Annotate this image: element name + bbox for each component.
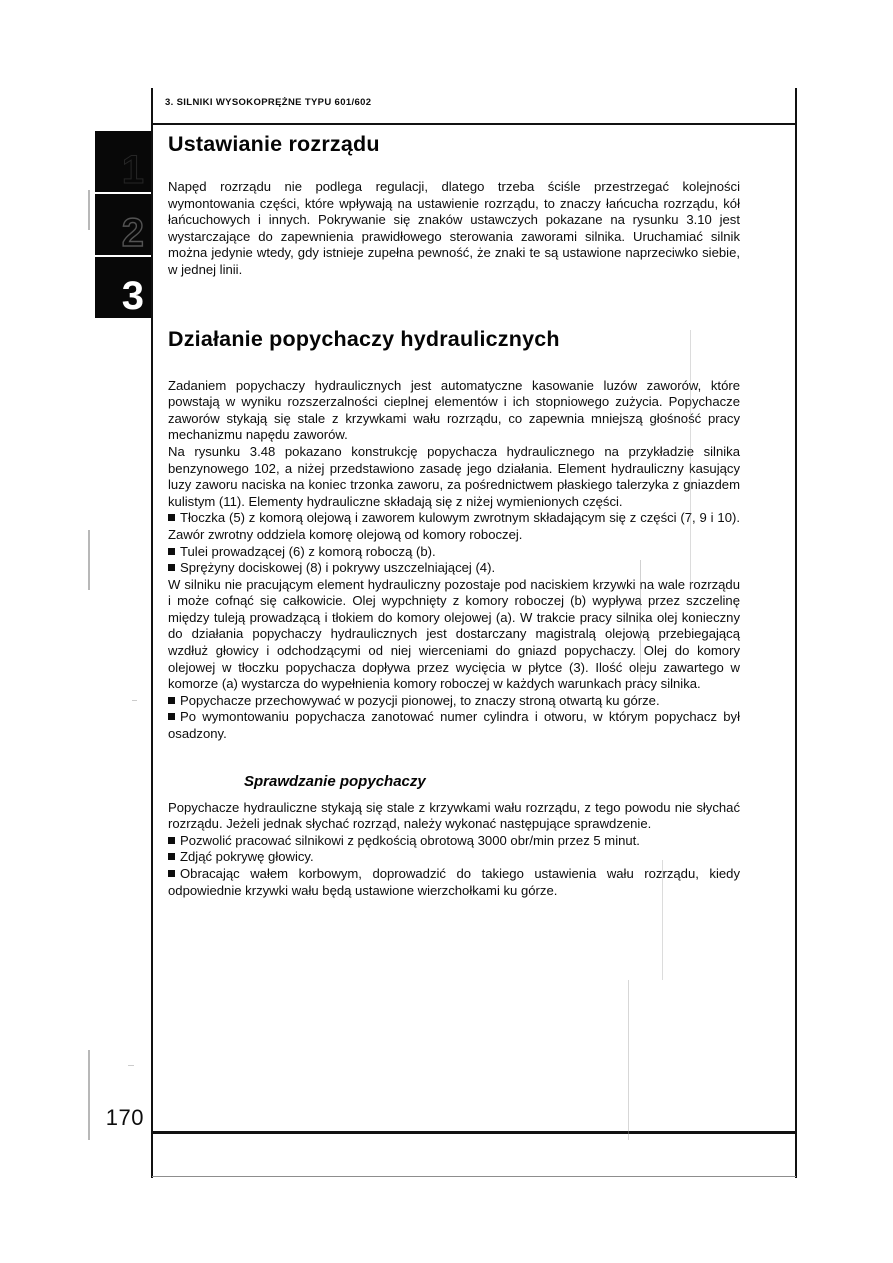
square-bullet-icon [168,697,175,704]
list-item-text: Popychacze przechowywać w pozycji pionowej, to znaczy stroną otwartą ku górze. [180,692,660,708]
chapter-tab-2-label: 2 [121,211,144,255]
chapter-tab-3-label: 3 [121,274,144,318]
scan-artifact [88,190,90,230]
page-number: 170 [105,1105,144,1130]
list-item-text: Sprężyny dociskowej (8) i pokrywy uszczelniającej (4). [180,560,496,576]
list-item [168,510,740,543]
square-bullet-icon [168,564,175,571]
chapter-tab-2[interactable] [95,194,151,255]
square-bullet-icon [168,514,175,521]
scan-artifact [640,560,641,680]
list-item [168,833,740,850]
paragraph: Zadaniem popychaczy hydraulicznych jest automatyczne kasowanie luzów zaworów, które powstają w wyniku rozszerzalności cieplnej elementów i ich stopniowego zużycia. Popychacze zaworów stykają się stale z krzywkami wału rozrządu, co zapewnia mniejszą głośność pracy mechanizmu napędu zaworów. [168,377,740,443]
section-heading: Działanie popychaczy hydraulicznych [168,326,560,351]
bottom-rule [152,1176,796,1177]
list-item [168,866,740,899]
text-column [168,132,740,899]
scan-artifact [628,980,629,1140]
list-item-text: Po wymontowaniu popychacza zanotować numer cylindra i otworu, w którym popychacz był osadzony. [168,709,740,742]
square-bullet-icon [168,548,175,555]
scan-artifact [88,1050,90,1140]
paragraph: Popychacze hydrauliczne stykają się stale z krzywkami wału rozrządu, z tego powodu nie słychać rozrządu. Jeżeli jednak słychać rozrząd, należy wykonać następujące sprawdzenie. [168,799,740,832]
page-title: Ustawianie rozrządu [168,132,380,156]
chapter-tab-1[interactable] [95,131,151,192]
scan-artifact [128,1065,134,1066]
list-item-text: Zdjąć pokrywę głowicy. [180,849,314,865]
scan-artifact [662,860,663,980]
paragraph: Napęd rozrządu nie podlega regulacji, dlatego trzeba ściśle przestrzegać kolejności wymontowania części, które wpływają na ustawienie rozrządu, to znaczy łańcucha rozrządu, kół łańcuchowych i innych. Pokrywanie się znaków ustawczych pokazane na rysunku 3.10 jest wystarczające do zapewnienia prawidłowego sterowania zaworami silnika. Uruchamiać silnik można jedynie wtedy, gdy istnieje zupełna pewność, że znaki te są ustawione naprzeciwko siebie, w jednej linii. [168,179,740,277]
list-item-text: Pozwolić pracować silnikowi z pędkością obrotową 3000 obr/min przez 5 minut. [180,832,640,848]
page-frame-right-rule [795,88,797,1178]
page-frame-left-rule [151,88,153,1178]
header-rule [152,123,796,125]
square-bullet-icon [168,853,175,860]
list-item-text: Tłoczka (5) z komorą olejową i zaworem kulowym zwrotnym składającym się z części (7, 9 i 10). Zawór zwrotny oddziela komorę olejową od komory roboczej. [168,510,740,542]
running-head: 3. SILNIKI WYSOKOPRĘŻNE TYPU 601/602 [165,97,372,108]
square-bullet-icon [168,870,175,877]
chapter-thumb-index [95,131,151,318]
scan-artifact [88,530,90,590]
subsection-heading: Sprawdzanie popychaczy [244,772,426,790]
footer-rule [152,1131,796,1134]
square-bullet-icon [168,837,175,844]
list-item [168,709,740,742]
list-item-text: Tulei prowadzącej (6) z komorą roboczą (b). [180,543,436,559]
chapter-tab-1-label: 1 [121,148,144,192]
list-item [168,849,740,866]
list-item-text: Obracając wałem korbowym, doprowadzić do takiego ustawienia wału rozrządu, kiedy odpowiednie krzywki wału będą ustawione wierzchołkami ku górze. [168,866,740,898]
paragraph: Na rysunku 3.48 pokazano konstrukcję popychacza hydraulicznego na przykładzie silnika benzynowego 102, a niżej przedstawiono zasadę jego działania. Element hydrauliczny kasujący luzy zaworu naciska na koniec trzonka zaworu, za pośrednictwem płaskiego talerzyka z gniazdem kulistym (11). Elementy hydrauliczne składają się z niżej wymienionych części. [168,443,740,509]
list-item [168,693,740,710]
chapter-tab-3[interactable] [95,257,151,318]
square-bullet-icon [168,713,175,720]
list-item [168,560,740,577]
paragraph: W silniku nie pracującym element hydrauliczny pozostaje pod naciskiem krzywki na wale rozrządu i może cofnąć się całkowicie. Olej wypchnięty z komory roboczej (b) wypływa przez szczelinę między tuleją prowadzącą i tłokiem do komory olejowej (a). W trakcie pracy silnika olej konieczny do działania popychaczy hydraulicznych jest dostarczany magistralą olejową przebiegającą wzdłuż głowicy i odchodzącymi od niej wierceniami do gniazd popychaczy. Olej do komory olejowej w tłoczku popychacza dopływa przez wycięcia w płytce (3). Ilość oleju zawartego w komorze (a) wystarcza do wypełnienia komory roboczej w każdych warunkach pracy silnika. [168,576,740,692]
scan-artifact [690,330,691,590]
scan-artifact [132,700,137,701]
list-item [168,544,740,561]
